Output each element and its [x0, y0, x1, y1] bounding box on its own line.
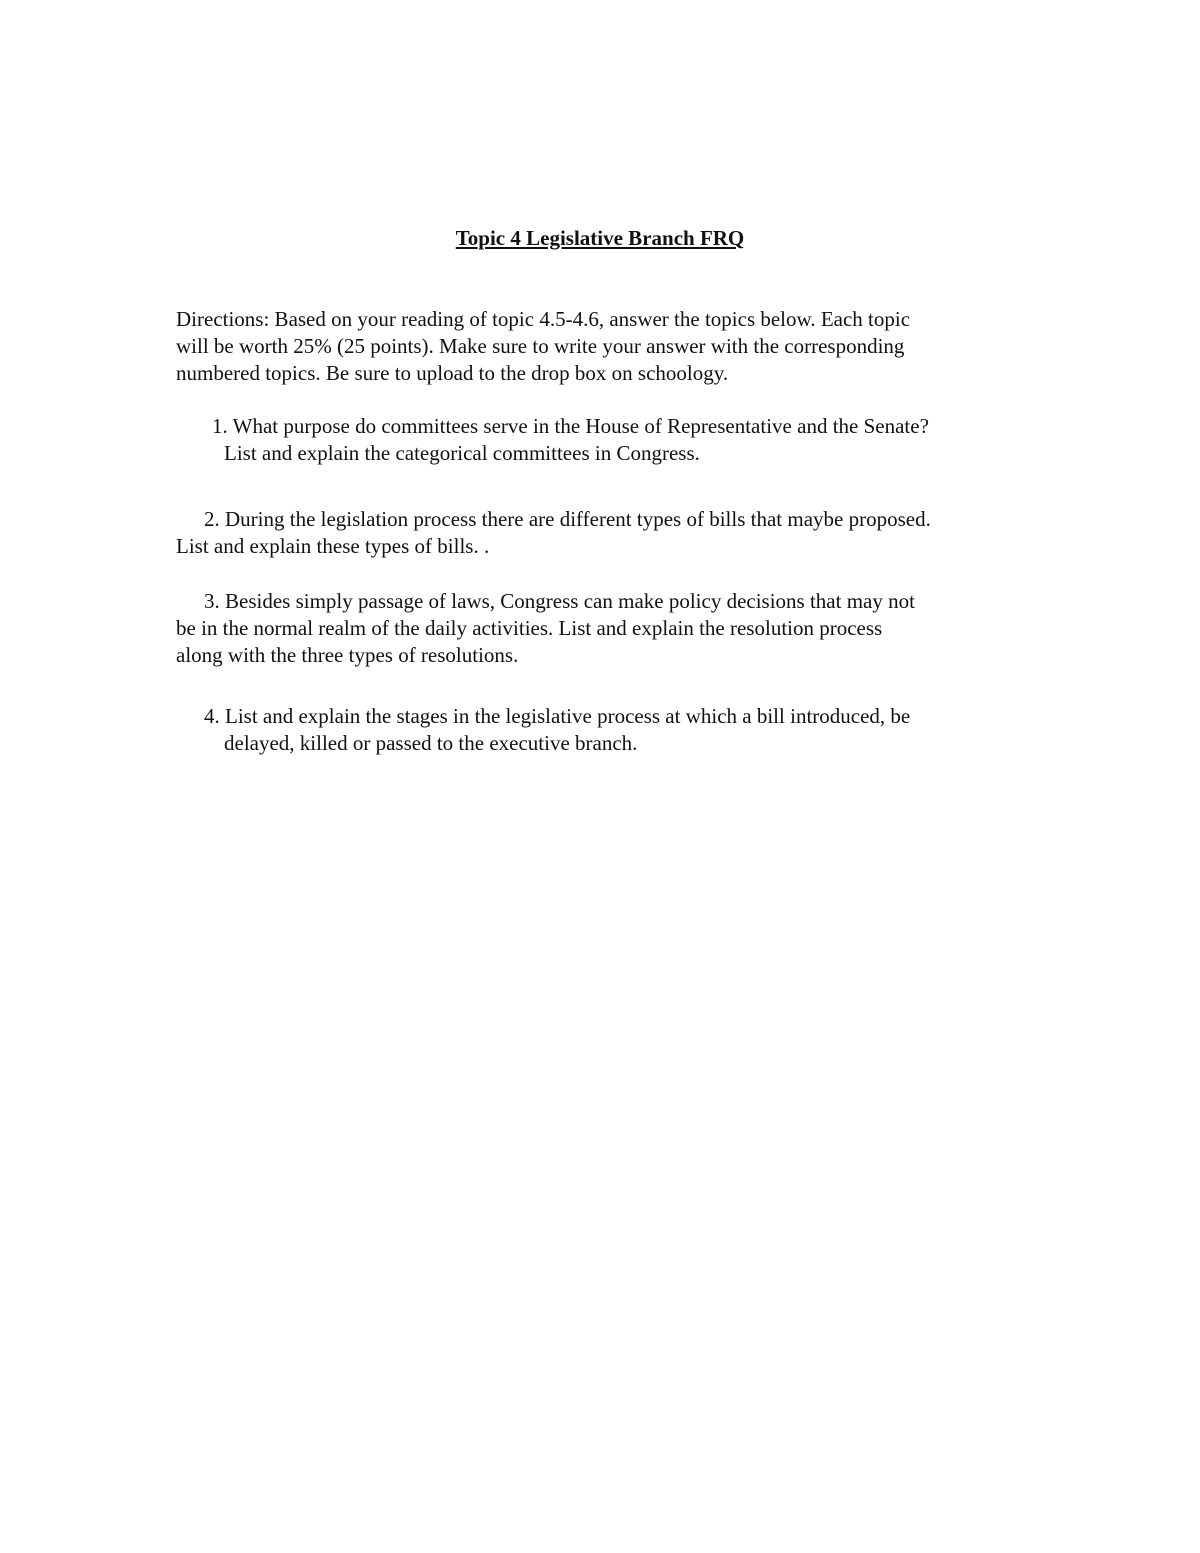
directions-line: will be worth 25% (25 points). Make sure to write your answer with the corresponding	[176, 334, 905, 358]
directions-line: Directions: Based on your reading of topic 4.5-4.6, answer the topics below. Each topic	[176, 307, 911, 331]
question-3-continuation	[176, 615, 1036, 669]
question-3-line-3: along with the three types of resolutions.	[176, 643, 519, 667]
question-1-line-1: 1. What purpose do committees serve in the House of Representative and the Senate?	[212, 414, 929, 438]
question-3-line-2: be in the normal realm of the daily activities. List and explain the resolution process	[176, 616, 883, 640]
question-4-line-1: 4. List and explain the stages in the legislative process at which a bill introduced, be	[204, 704, 911, 728]
directions-line: numbered topics. Be sure to upload to the drop box on schoology.	[176, 361, 729, 385]
question-1-line-2: List and explain the categorical committees in Congress.	[224, 441, 700, 465]
question-2-line-1: 2. During the legislation process there are different types of bills that maybe proposed.	[204, 507, 931, 531]
directions-paragraph	[176, 306, 1036, 387]
document-title: Topic 4 Legislative Branch FRQ	[455, 226, 745, 250]
question-3-line-1: 3. Besides simply passage of laws, Congress can make policy decisions that may not	[204, 589, 915, 613]
question-2-line-2: List and explain these types of bills. .	[176, 534, 490, 558]
question-4-line-2: delayed, killed or passed to the executive branch.	[224, 731, 638, 755]
